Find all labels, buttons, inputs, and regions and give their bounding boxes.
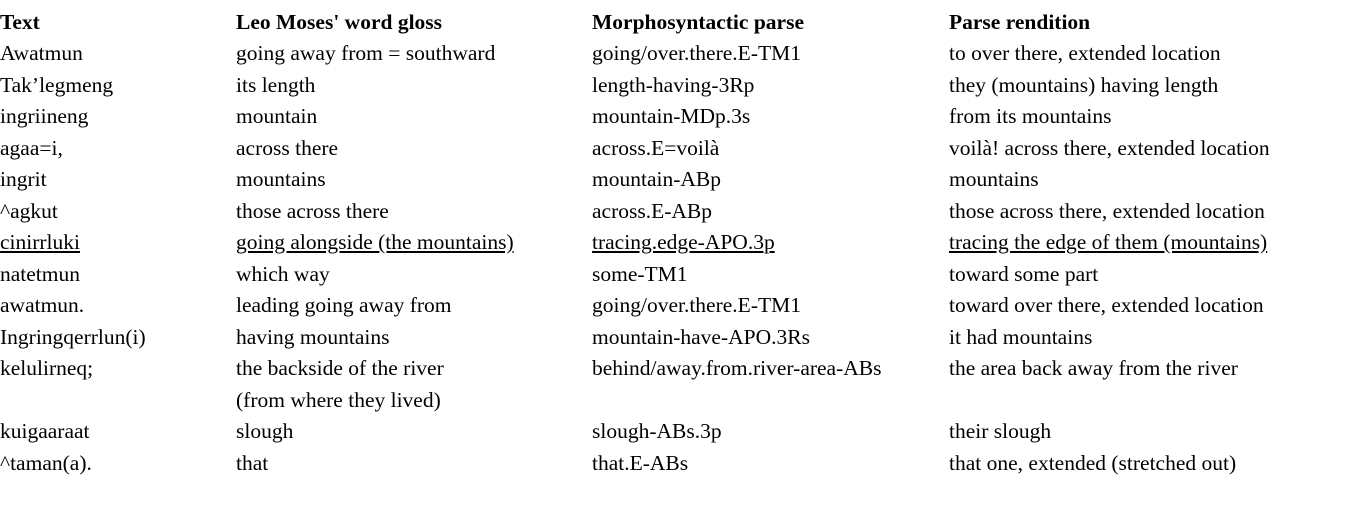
cell-parse-rendition <box>949 70 1370 102</box>
cell-text-value: agaa=i, <box>0 135 63 160</box>
cell-word-gloss <box>236 38 592 70</box>
cell-word-gloss-value: having mountains <box>236 324 390 349</box>
cell-parse-rendition-value: the area back away from the river <box>949 356 1238 380</box>
cell-text <box>0 416 236 448</box>
cell-text <box>0 259 236 291</box>
cell-parse-rendition <box>949 196 1370 228</box>
table-row <box>0 196 1370 228</box>
cell-morphosyntactic-parse <box>592 259 949 291</box>
cell-morphosyntactic-parse-value: mountain-ABp <box>592 167 721 191</box>
cell-text-value: Ingringqerrlun(i) <box>0 324 146 349</box>
cell-parse-rendition <box>949 164 1370 196</box>
cell-morphosyntactic-parse <box>592 290 949 322</box>
cell-text-value: cinirrluki <box>0 230 81 254</box>
cell-parse-rendition-value: those across there, extended location <box>949 198 1265 223</box>
cell-parse-rendition <box>949 133 1370 165</box>
cell-word-gloss-value: slough <box>236 419 294 443</box>
cell-morphosyntactic-parse <box>592 196 949 228</box>
cell-parse-rendition-value: toward over there, extended location <box>949 293 1264 317</box>
cell-morphosyntactic-parse <box>592 133 949 165</box>
cell-parse-rendition-value: tracing the edge of them (mountains) <box>949 230 1268 254</box>
cell-parse-rendition <box>949 259 1370 291</box>
cell-text-value: natetmun <box>0 261 81 286</box>
cell-word-gloss <box>236 227 592 259</box>
cell-parse-rendition-value: mountains <box>949 167 1039 191</box>
cell-parse-rendition-value: from its mountains <box>949 104 1112 128</box>
cell-morphosyntactic-parse <box>592 448 949 480</box>
cell-text <box>0 101 236 133</box>
cell-word-gloss <box>236 101 592 133</box>
cell-word-gloss-value: which way <box>236 261 330 286</box>
cell-parse-rendition <box>949 38 1370 70</box>
cell-morphosyntactic-parse-value: tracing.edge-APO.3p <box>592 230 775 254</box>
cell-text <box>0 196 236 228</box>
cell-parse-rendition-value: voilà! across there, extended location <box>949 135 1270 160</box>
header-word-gloss: Leo Moses' word gloss <box>236 10 443 34</box>
cell-word-gloss <box>236 416 592 448</box>
cell-word-gloss-value: across there <box>236 135 339 160</box>
cell-word-gloss <box>236 353 592 416</box>
table-row <box>0 353 1370 416</box>
cell-word-gloss <box>236 322 592 354</box>
cell-parse-rendition-value: it had mountains <box>949 324 1093 349</box>
header-text: Text <box>0 10 40 34</box>
cell-morphosyntactic-parse-value: across.E=voilà <box>592 135 720 160</box>
cell-morphosyntactic-parse <box>592 164 949 196</box>
cell-text-value: kuigaaraat <box>0 419 90 443</box>
cell-parse-rendition-value: that one, extended (stretched out) <box>949 450 1237 475</box>
header-morphosyntactic-parse: Morphosyntactic parse <box>592 10 804 34</box>
cell-parse-rendition-value: toward some part <box>949 261 1099 286</box>
cell-parse-rendition-value: their slough <box>949 419 1052 443</box>
cell-parse-rendition <box>949 448 1370 480</box>
cell-parse-rendition-value: to over there, extended location <box>949 41 1221 65</box>
cell-word-gloss-value: mountains <box>236 167 326 191</box>
cell-text <box>0 448 236 480</box>
cell-text <box>0 133 236 165</box>
cell-word-gloss <box>236 448 592 480</box>
cell-morphosyntactic-parse <box>592 416 949 448</box>
header-row <box>0 6 1370 38</box>
cell-word-gloss-value: those across there <box>236 198 389 223</box>
table-row <box>0 70 1370 102</box>
cell-text-value: Awatmun <box>0 41 83 65</box>
cell-text <box>0 70 236 102</box>
cell-word-gloss-continuation: (from where they lived) <box>236 387 441 412</box>
table-row <box>0 322 1370 354</box>
cell-morphosyntactic-parse <box>592 70 949 102</box>
cell-text-value: kelulirneq; <box>0 356 94 380</box>
cell-morphosyntactic-parse-value: mountain-MDp.3s <box>592 104 751 128</box>
cell-text <box>0 353 236 416</box>
cell-morphosyntactic-parse-value: some-TM1 <box>592 261 688 286</box>
cell-morphosyntactic-parse <box>592 38 949 70</box>
cell-word-gloss-value: that <box>236 450 269 475</box>
cell-morphosyntactic-parse-value: across.E-ABp <box>592 198 713 223</box>
cell-word-gloss-value: going away from = southward <box>236 41 496 65</box>
table-row <box>0 416 1370 448</box>
cell-parse-rendition <box>949 227 1370 259</box>
cell-parse-rendition <box>949 353 1370 416</box>
cell-morphosyntactic-parse-value: slough-ABs.3p <box>592 419 722 443</box>
cell-word-gloss <box>236 133 592 165</box>
cell-morphosyntactic-parse <box>592 353 949 416</box>
cell-text-value: Tak’legmeng <box>0 72 114 97</box>
gloss-table <box>0 6 1370 479</box>
cell-parse-rendition <box>949 290 1370 322</box>
cell-parse-rendition <box>949 416 1370 448</box>
table-row <box>0 259 1370 291</box>
cell-morphosyntactic-parse-value: length-having-3Rp <box>592 72 755 97</box>
cell-morphosyntactic-parse-value: mountain-have-APO.3Rs <box>592 324 810 349</box>
table-row <box>0 164 1370 196</box>
cell-word-gloss-value: going alongside (the mountains) <box>236 230 514 254</box>
cell-text-value: ingriineng <box>0 104 89 128</box>
cell-word-gloss-value: leading going away from <box>236 293 452 317</box>
cell-word-gloss-value: its length <box>236 72 316 97</box>
table-row <box>0 101 1370 133</box>
cell-parse-rendition-value: they (mountains) having length <box>949 72 1219 97</box>
cell-word-gloss-value: the backside of the river <box>236 356 444 380</box>
cell-text <box>0 164 236 196</box>
cell-word-gloss <box>236 259 592 291</box>
cell-text <box>0 38 236 70</box>
cell-text <box>0 227 236 259</box>
cell-text-value: awatmun. <box>0 293 85 317</box>
cell-morphosyntactic-parse-value: that.E-ABs <box>592 450 689 475</box>
table-row <box>0 133 1370 165</box>
cell-text-value: ^taman(a). <box>0 450 92 475</box>
cell-morphosyntactic-parse <box>592 322 949 354</box>
cell-morphosyntactic-parse <box>592 227 949 259</box>
cell-text <box>0 290 236 322</box>
table-row <box>0 290 1370 322</box>
cell-word-gloss <box>236 290 592 322</box>
cell-text-value: ^agkut <box>0 198 58 223</box>
cell-text <box>0 322 236 354</box>
cell-morphosyntactic-parse-value: behind/away.from.river-area-ABs <box>592 356 882 380</box>
table-row <box>0 38 1370 70</box>
table-row <box>0 227 1370 259</box>
header-parse-rendition: Parse rendition <box>949 10 1091 34</box>
cell-word-gloss <box>236 70 592 102</box>
cell-word-gloss <box>236 196 592 228</box>
cell-morphosyntactic-parse <box>592 101 949 133</box>
cell-parse-rendition <box>949 322 1370 354</box>
cell-text-value: ingrit <box>0 167 47 191</box>
cell-morphosyntactic-parse-value: going/over.there.E-TM1 <box>592 41 801 65</box>
cell-word-gloss-value: mountain <box>236 104 318 128</box>
cell-word-gloss <box>236 164 592 196</box>
table-row <box>0 448 1370 480</box>
cell-parse-rendition <box>949 101 1370 133</box>
cell-morphosyntactic-parse-value: going/over.there.E-TM1 <box>592 293 801 317</box>
